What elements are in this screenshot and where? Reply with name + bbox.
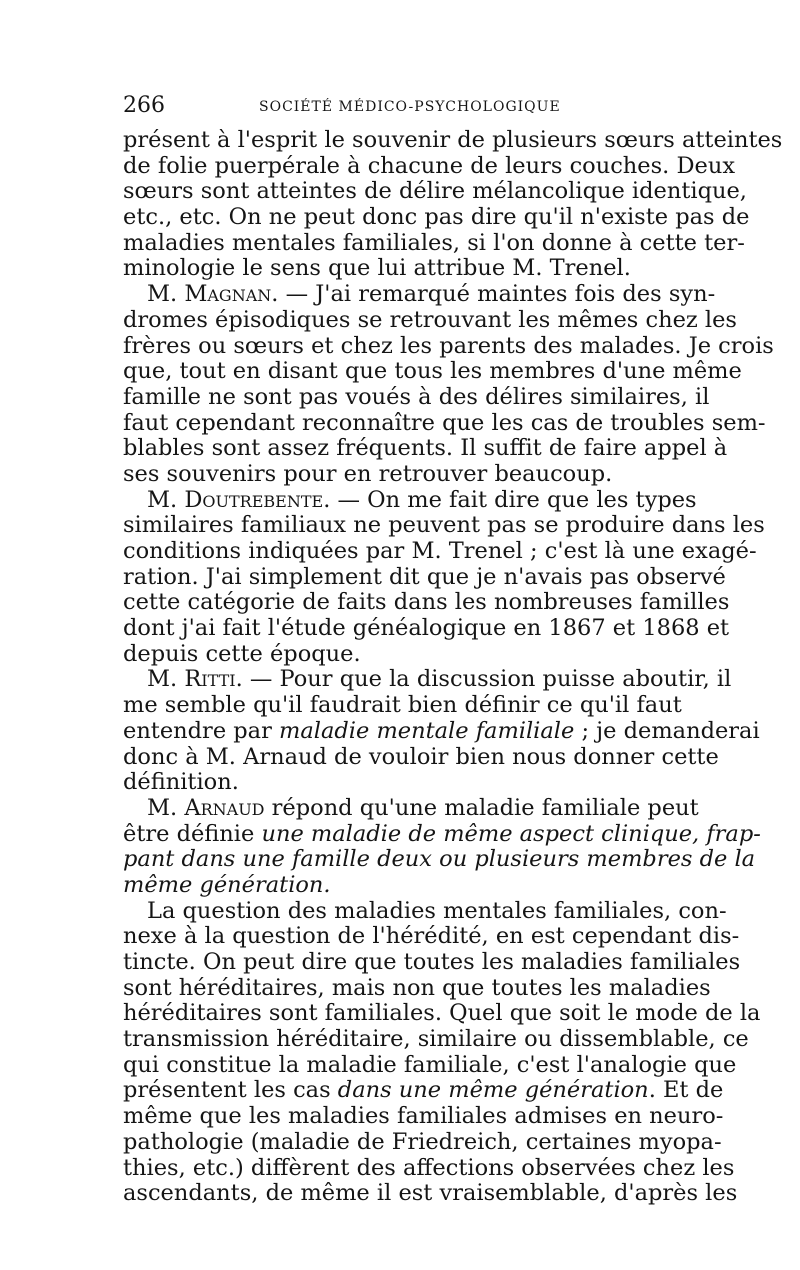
paragraph (123, 666, 760, 796)
text-run: héréditaires sont familiales. Quel que soit le mode de la (123, 1000, 761, 1027)
text-run: conditions indiquées par M. Trenel ; c'est là une exagé- (123, 538, 757, 564)
text-run: . — Pour que la discussion puisse aboutir, il (235, 666, 732, 693)
text-run: M. (147, 281, 185, 308)
text-run: famille ne sont pas voués à des délires similaires, il (123, 383, 710, 410)
text-line (123, 794, 699, 822)
text-line (123, 358, 742, 385)
text-run: thies, etc.) diffèrent des affections observées chez les (123, 1154, 735, 1181)
text-run: . Et de (648, 1077, 724, 1104)
italic-text: dans une même génération (337, 1077, 649, 1104)
text-line (123, 873, 675, 899)
speaker-name: Ritti (184, 666, 236, 693)
text-line (123, 1128, 722, 1156)
text-run: ascendants, de même il est vraisemblable, d'après les (123, 1180, 738, 1207)
text-line (123, 1000, 761, 1027)
text-line (123, 256, 675, 282)
page-header (123, 93, 675, 119)
text-run: même que les maladies familiales admises en neuro- (123, 1103, 724, 1130)
text-line (123, 1154, 735, 1182)
text-line (123, 383, 710, 411)
text-line (123, 178, 747, 205)
italic-text: pant dans une famille deux ou plusieurs membres de la (123, 846, 756, 873)
text-line (123, 127, 783, 154)
text-run: M. (147, 794, 185, 821)
text-line (123, 1026, 749, 1053)
text-line (123, 897, 727, 925)
text-run: M. (147, 486, 185, 513)
text-run: sœurs sont atteintes de délire mélancolique identique, (123, 178, 747, 205)
text-line (123, 435, 728, 462)
text-run: présent à l'esprit le souvenir de plusieurs sœurs atteintes (123, 127, 783, 153)
text-run: M. (147, 666, 185, 693)
text-line (123, 306, 737, 334)
paragraph (123, 281, 774, 488)
text-run: . — On me fait dire que les types (323, 486, 697, 513)
text-run: me semble qu'il faudrait bien définir ce qu'il faut (123, 692, 682, 719)
text-line (123, 692, 682, 719)
text-run: pathologie (maladie de Friedreich, certaines myopa- (123, 1128, 722, 1155)
text-run: tincte. On peut dire que toutes les maladies familiales (123, 949, 741, 975)
running-title: SOCIÉTÉ MÉDICO-PSYCHOLOGIQUE (259, 99, 561, 115)
text-line (123, 409, 766, 437)
text-line (123, 642, 675, 668)
text-line (123, 949, 741, 976)
text-run: etc., etc. On ne peut donc pas dire qu'il n'existe pas de (123, 204, 750, 231)
text-run: maladies mentales familiales, si l'on donne à cette ter- (123, 229, 745, 256)
text-run: définition. (123, 769, 239, 796)
text-line (123, 563, 726, 591)
text-run: qui constitue la maladie familiale, c'est l'analogie que (123, 1051, 737, 1078)
text-run: être définie (123, 820, 262, 847)
speaker-name: Arnaud (184, 794, 265, 821)
speaker-name: Magnan (184, 281, 272, 308)
text-line (123, 615, 730, 642)
text-line (123, 486, 697, 514)
italic-text: maladie mentale familiale (279, 717, 575, 744)
text-run: de folie puerpérale à chacune de leurs couches. Deux (123, 152, 736, 179)
text-line (123, 589, 730, 616)
paragraph (123, 794, 761, 899)
text-run: frères ou sœurs et chez les parents des malades. Je crois (123, 332, 774, 359)
text-run: blables sont assez fréquents. Il suffit de faire appel à (123, 435, 728, 462)
text-run: . — J'ai remarqué maintes fois des syn- (271, 281, 716, 308)
text-line (123, 152, 736, 180)
text-run: dont j'ai fait l'étude généalogique en 1867 et 1868 et (123, 615, 730, 642)
text-run: répond qu'une maladie familiale peut (264, 794, 699, 821)
text-run: sont héréditaires, mais non que toutes les maladies (123, 974, 711, 1001)
italic-text: même génération. (123, 871, 331, 898)
text-line (123, 846, 756, 873)
paragraph (123, 486, 765, 668)
body-text (123, 127, 783, 1207)
text-run: donc à M. Arnaud de vouloir bien nous donner cette (123, 743, 719, 770)
text-run: présentent les cas (123, 1077, 338, 1104)
text-run: entendre par (123, 717, 280, 744)
text-run: depuis cette époque. (123, 640, 361, 667)
text-run: minologie le sens que lui attribue M. Trenel. (123, 255, 631, 282)
text-line (123, 770, 675, 796)
text-run: ration. J'ai simplement dit que je n'avais pas observé (123, 563, 726, 590)
text-line (123, 717, 760, 745)
page-number: 266 (123, 93, 165, 118)
text-run: similaires familiaux ne peuvent pas se produire dans les (123, 512, 765, 539)
paragraph (123, 127, 783, 282)
text-line (123, 974, 711, 1002)
text-line (123, 512, 765, 539)
text-line (123, 1077, 724, 1104)
text-line (123, 1051, 737, 1079)
text-run: dromes épisodiques se retrouvant les mêmes chez les (123, 306, 737, 333)
text-run: cette catégorie de faits dans les nombreuses familles (123, 589, 730, 616)
text-line (123, 281, 716, 308)
paragraph (123, 897, 761, 1207)
speaker-name: Doutrebente (184, 486, 324, 513)
text-line (123, 923, 740, 950)
text-line (123, 229, 745, 257)
text-run: que, tout en disant que tous les membres d'une même (123, 358, 742, 385)
text-run: transmission héréditaire, similaire ou dissemblable, ce (123, 1026, 749, 1053)
text-line (123, 820, 761, 848)
text-line (123, 204, 750, 231)
text-run: faut cependant reconnaître que les cas de troubles sem- (123, 409, 766, 436)
text-run: La question des maladies mentales familiales, con- (147, 897, 727, 924)
text-run: ses souvenirs pour en retrouver beaucoup. (123, 460, 613, 487)
text-line (123, 332, 774, 360)
text-line (123, 743, 719, 771)
text-line (123, 538, 757, 565)
text-line (123, 1103, 724, 1130)
text-line (123, 462, 675, 488)
text-run: ; je demanderai (574, 717, 760, 744)
text-line (123, 666, 732, 693)
text-line (123, 1180, 738, 1207)
text-run: nexe à la question de l'hérédité, en est cependant dis- (123, 923, 740, 950)
italic-text: une maladie de même aspect clinique, frap- (261, 820, 761, 847)
